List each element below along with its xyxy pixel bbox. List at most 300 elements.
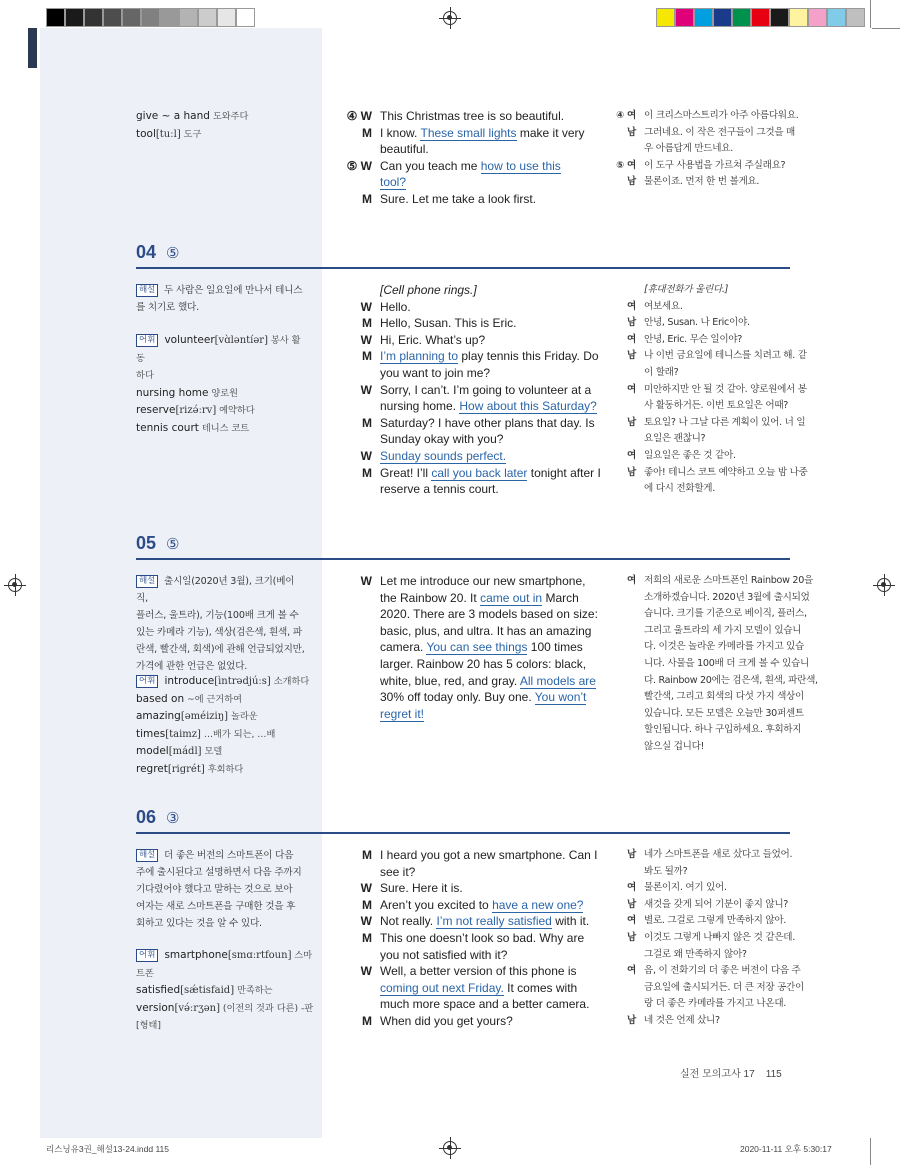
explanation-line <box>136 607 306 624</box>
explanation-s05 <box>136 573 306 675</box>
line-text: white, blue, red, and gray. All models are <box>380 673 596 688</box>
section-title-05 <box>136 533 180 554</box>
vocab-meaning: 예약하다 <box>216 405 255 417</box>
text-line <box>610 108 799 125</box>
left-accent-bar <box>28 28 37 68</box>
line-text: camera. You can see things 100 times <box>380 640 583 655</box>
vocab-meaning: 도와주다 <box>209 111 249 122</box>
text-line <box>346 108 591 125</box>
line-text: Sorry, I can’t. I’m going to volunteer at a <box>380 382 592 397</box>
line-text: beautiful. <box>380 142 429 157</box>
line-text: 요일은 괜찮니? <box>644 433 706 445</box>
line-text: 여보세요. <box>644 300 683 312</box>
line-text: 그러네요. 이 작은 전구들이 그것을 매 <box>644 126 796 138</box>
line-text: 안녕, Susan. 나 Eric이야. <box>644 317 750 329</box>
line-text: 네 것은 언제 샀니? <box>644 1014 720 1026</box>
speaker-label <box>346 282 380 299</box>
line-text: 할인됩니다. 하나 구입하세요. 후회하지 <box>644 724 802 736</box>
vocab-meaning: 놀라운 <box>228 711 258 723</box>
highlighted-phrase: How about this Saturday? <box>459 399 597 414</box>
vocab-meaning: ~에 근거하여 <box>184 693 243 705</box>
line-text: 니다. 사물을 100배 더 크게 볼 수 있습니 <box>644 657 809 669</box>
highlighted-phrase: call you back later <box>431 465 528 480</box>
registration-mark-bottom <box>443 1141 457 1155</box>
explanation-text: 출시일(2020년 3월), 크기(베이직, <box>136 576 295 604</box>
translation-s04 <box>610 282 808 498</box>
dialogue-s04 <box>346 282 601 498</box>
line-text: 소개하겠습니다. 2020년 3월에 출시되었 <box>644 591 810 603</box>
text-line <box>610 847 795 864</box>
text-line <box>610 125 795 142</box>
speaker-label <box>610 431 644 448</box>
speaker-label: M <box>362 1013 372 1028</box>
highlighted-phrase: All models are <box>519 673 596 688</box>
text-line <box>346 448 591 465</box>
explanation-s06 <box>136 847 306 932</box>
text-line <box>610 673 818 690</box>
line-text: 네가 스마트폰을 새로 샀다고 들었어. <box>644 849 793 860</box>
text-line <box>346 623 591 640</box>
line-text: 저희의 새로운 스마트폰인 Rainbow 20을 <box>644 575 814 586</box>
speaker-label: W <box>360 964 372 979</box>
line-text: 우 아름답게 만드네요. <box>644 143 733 155</box>
vocab-tag: 어휘 <box>136 334 158 347</box>
highlighted-phrase: regret it! <box>380 706 425 721</box>
explanation-line <box>136 573 306 607</box>
explanation-line <box>136 915 306 932</box>
color-swatch <box>732 8 751 27</box>
line-text: 일요일은 좋은 것 같아. <box>644 449 736 461</box>
speaker-label <box>610 739 644 756</box>
print-date: 2020-11-11 오후 5:30:17 <box>740 1144 832 1154</box>
text-line <box>346 299 591 316</box>
text-line <box>346 706 591 723</box>
text-line <box>346 141 591 158</box>
vocab-phonetic: [mádl] <box>168 746 202 758</box>
text-line <box>346 996 591 1013</box>
color-swatch <box>751 8 770 27</box>
vocab-meaning: 양로원 <box>208 387 238 399</box>
vocab-item <box>136 761 311 779</box>
text-line <box>346 348 599 365</box>
speaker-label <box>610 980 644 997</box>
explanation-text: 란색, 빨간색, 회색)에 관해 언급되었지만, <box>136 644 305 655</box>
line-text: When did you get yours? <box>380 1013 513 1028</box>
line-text: I heard you got a new smartphone. Can I <box>380 848 598 862</box>
line-text: 토요일? 나 그날 다른 계획이 있어. 너 일 <box>644 416 806 428</box>
line-text: 그걸로 왜 만족하지 않아? <box>644 948 747 960</box>
line-text: 이 도구 사용법을 가르쳐 주실래요? <box>644 159 786 171</box>
text-line <box>346 897 591 914</box>
explanation-text: 있는 카메라 기능), 색상(검은색, 흰색, 파 <box>136 627 302 638</box>
text-line <box>610 573 814 590</box>
speaker-label: 남 <box>627 898 636 910</box>
vocab-meaning: 도구 <box>180 128 202 140</box>
speaker-label: M <box>362 465 372 480</box>
explanation-text: 두 사람은 일요일에 만나서 테니스 <box>164 285 303 296</box>
text-line <box>610 996 795 1013</box>
line-text: 30% off today only. Buy one. You won’t <box>380 690 587 705</box>
vocab-word: version <box>136 1001 175 1014</box>
text-line <box>610 299 795 316</box>
highlighted-phrase: These small lights <box>420 125 517 140</box>
line-text: 좋아! 테니스 코트 예약하고 오늘 밤 나중 <box>644 466 808 478</box>
vocab-word: satisfied <box>136 984 181 997</box>
text-line <box>346 398 597 415</box>
vocab-phonetic: [ìntrədjúːs] <box>214 676 271 687</box>
line-text: 이 할래? <box>644 366 679 378</box>
text-line <box>346 947 591 964</box>
color-swatch <box>103 8 122 27</box>
registration-mark-left <box>8 578 22 592</box>
section-number: 04 <box>136 242 157 262</box>
speaker-label: ⑤ W <box>346 158 372 173</box>
line-text: larger. Rainbow 20 has 5 colors: black, <box>380 656 587 671</box>
vocab-item <box>136 332 306 367</box>
line-text <box>380 706 424 723</box>
speaker-label <box>610 606 644 623</box>
explanation-text: 기다렸어야 했다고 말하는 것으로 보아 <box>136 884 293 895</box>
speaker-label: W <box>360 574 372 588</box>
translation-s05 <box>610 573 818 756</box>
text-line <box>610 722 802 739</box>
vocab-item <box>136 982 316 1000</box>
vocab-meaning: [형태] <box>136 1020 161 1032</box>
vocab-word: model <box>136 745 169 758</box>
speaker-label <box>346 706 380 723</box>
speaker-label: ④ 여 <box>616 110 636 121</box>
text-line <box>346 847 598 864</box>
speaker-label: ⑤ 여 <box>616 159 636 171</box>
vocab-item <box>136 108 248 126</box>
line-text: 미안하지만 안 될 것 같아. 양로원에서 봉 <box>644 383 807 395</box>
text-line <box>346 125 591 142</box>
text-line <box>346 332 591 349</box>
highlighted-phrase: have a new one? <box>492 897 584 912</box>
page-number: 115 <box>765 1069 782 1080</box>
speaker-label: 남 <box>627 126 636 138</box>
speaker-label: 남 <box>627 1014 636 1026</box>
text-line <box>346 590 591 607</box>
line-text: [휴대전화가 울린다.] <box>644 284 729 295</box>
color-swatch <box>846 8 865 27</box>
vocab-word: smartphone <box>164 949 228 961</box>
explanation-line <box>136 847 306 864</box>
text-line <box>610 864 795 881</box>
text-line <box>346 174 591 191</box>
text-line <box>346 191 591 208</box>
line-text: Not really. I’m not really satisfied with it. <box>380 914 590 929</box>
highlighted-phrase: You won’t <box>534 690 587 705</box>
speaker-label: 여 <box>627 300 636 312</box>
vocab-meaning: 소개하다 <box>270 676 310 687</box>
line-text: 랑 더 좋은 카메라를 가지고 나온대. <box>644 998 787 1010</box>
speaker-label: W <box>360 914 372 929</box>
text-line <box>610 282 795 299</box>
speaker-label: W <box>360 881 372 896</box>
vocab-item <box>136 402 306 420</box>
explanation-line <box>136 641 306 658</box>
speaker-label: 남 <box>627 317 636 329</box>
vocab-phonetic: [taimz] <box>165 728 201 740</box>
line-text: 사 활동하거든. 이번 토요일은 어때? <box>644 400 789 412</box>
speaker-label <box>346 365 380 382</box>
text-line <box>610 315 795 332</box>
color-swatch <box>770 8 789 27</box>
line-text: Sure. Here it is. <box>380 881 463 896</box>
vocab-item <box>136 743 311 761</box>
line-text: you want to join me? <box>380 365 491 380</box>
color-swatch <box>217 8 236 27</box>
speaker-label <box>610 673 644 690</box>
file-slug: 리스닝유3권_해설13-24.indd 115 <box>46 1144 170 1154</box>
speaker-label: W <box>360 448 372 463</box>
explanation-tag: 해설 <box>136 849 158 862</box>
explanation-text: 회하고 있다는 것을 알 수 있다. <box>136 918 262 929</box>
explanation-text: 여자는 새로 스마트폰을 구매한 것을 후 <box>136 901 296 912</box>
vocab-meaning: 봉사 활동 <box>136 335 301 364</box>
speaker-label: M <box>362 848 372 862</box>
speaker-label: 여 <box>627 333 636 345</box>
text-line <box>610 448 795 465</box>
highlighted-phrase: coming out next Friday. <box>380 980 504 995</box>
explanation-text: 를 치기로 했다. <box>136 302 199 313</box>
vocab-list <box>136 947 316 1035</box>
text-line <box>610 348 807 365</box>
vocab-list <box>136 108 248 143</box>
speaker-label <box>610 722 644 739</box>
vocab-item <box>136 965 316 983</box>
color-swatch <box>656 8 675 27</box>
translation-s06 <box>610 847 804 1030</box>
line-text: 안녕, Eric. 무슨 일이야? <box>644 333 743 345</box>
vocab-item <box>136 126 248 144</box>
speaker-label: 여 <box>627 449 636 461</box>
vocab-word: based on <box>136 692 185 705</box>
line-text <box>380 448 506 465</box>
line-text: Great! I’ll call you back later tonight after I <box>380 465 601 480</box>
line-text: 물론이지. 여기 있어. <box>644 882 727 894</box>
text-line <box>346 656 591 673</box>
trim-mark <box>872 28 900 29</box>
speaker-label: 여 <box>627 383 636 395</box>
speaker-label <box>346 398 380 415</box>
text-line <box>610 706 804 723</box>
text-line <box>346 365 591 382</box>
explanation-text: 더 좋은 버전의 스마트폰이 다음 <box>164 850 294 861</box>
explanation-line <box>136 282 306 299</box>
text-line <box>346 382 591 399</box>
text-line <box>346 158 591 175</box>
speaker-label <box>610 365 644 382</box>
text-line <box>346 606 598 623</box>
speaker-label <box>610 590 644 607</box>
line-text: 음, 이 전화기의 더 좋은 버전이 다음 주 <box>644 965 801 977</box>
speaker-label: 남 <box>627 849 636 860</box>
line-text: 봐도 될까? <box>644 865 688 877</box>
text-line <box>610 930 795 947</box>
line-text: 다. 이것은 놀라운 카메라를 가지고 있습 <box>644 641 804 653</box>
text-line <box>346 673 596 690</box>
speaker-label <box>610 398 644 415</box>
highlighted-phrase: I’m not really satisfied <box>436 914 552 929</box>
text-line <box>610 606 807 623</box>
page-label: 실전 모의고사 17 <box>680 1069 755 1080</box>
color-swatch <box>46 8 65 27</box>
vocab-meaning: 하다 <box>136 370 154 382</box>
speaker-label: M <box>362 930 372 945</box>
text-line <box>346 880 591 897</box>
line-text: Aren’t you excited to have a new one? <box>380 897 584 912</box>
text-line <box>610 332 795 349</box>
speaker-label <box>346 689 380 706</box>
dialogue-s06 <box>346 847 598 1030</box>
vocab-list <box>136 332 306 438</box>
vocab-list <box>136 673 311 779</box>
line-text <box>380 174 406 191</box>
vocab-phonetic: [vɑ̀ləntíər] <box>214 335 268 346</box>
trim-mark <box>870 1138 871 1165</box>
speaker-label <box>346 590 380 607</box>
vocab-phonetic: [rigrét] <box>167 763 205 775</box>
text-line <box>346 431 591 448</box>
line-text: 습니다. 크기를 기준으로 베이직, 플러스, <box>644 608 807 620</box>
vocab-item <box>136 726 311 744</box>
speaker-label <box>610 639 644 656</box>
vocab-item <box>136 1017 316 1035</box>
line-text: you not satisfied with it? <box>380 947 508 962</box>
speaker-label <box>346 996 380 1013</box>
color-strip-right <box>656 8 865 27</box>
speaker-label: 남 <box>627 176 636 188</box>
speaker-label <box>610 282 644 299</box>
vocab-word: amazing <box>136 710 181 723</box>
speaker-label: W <box>360 299 372 314</box>
explanation-s04 <box>136 282 306 316</box>
text-line <box>346 415 595 432</box>
highlighted-phrase: how to use this <box>480 158 561 173</box>
vocab-phonetic: [smɑːrtfoun] <box>227 950 292 961</box>
speaker-label <box>610 864 644 881</box>
color-swatch <box>808 8 827 27</box>
explanation-line <box>136 898 306 915</box>
color-swatch <box>84 8 103 27</box>
line-text: the Rainbow 20. It came out in March <box>380 590 579 605</box>
speaker-label <box>346 481 380 498</box>
page-footer <box>680 1065 782 1080</box>
text-line <box>610 739 795 756</box>
vocab-item <box>136 367 306 385</box>
line-text: 새것을 갖게 되어 기분이 좋지 않니? <box>644 898 789 910</box>
vocab-meaning: (이전의 것과 다른) -판 <box>220 1002 314 1014</box>
vocab-meaning: 후회하다 <box>204 763 244 775</box>
vocab-item <box>136 947 316 965</box>
vocab-meaning: 테니스 코트 <box>198 422 250 434</box>
speaker-label <box>346 864 380 881</box>
line-text: 2020. There are 3 models based on size: <box>380 607 598 622</box>
color-swatch <box>122 8 141 27</box>
speaker-label: M <box>362 191 372 206</box>
line-text: 나 이번 금요일에 테니스를 치려고 해. 같 <box>644 350 807 362</box>
highlighted-phrase: I’m planning to <box>380 349 459 364</box>
speaker-label <box>346 174 380 191</box>
speaker-label: M <box>362 415 372 430</box>
speaker-label <box>346 673 380 690</box>
explanation-tag: 해설 <box>136 575 158 588</box>
text-line <box>346 1013 591 1030</box>
vocab-item <box>136 1000 316 1018</box>
text-line <box>346 282 591 299</box>
text-line <box>610 897 795 914</box>
text-line <box>610 980 804 997</box>
line-text: Sunday okay with you? <box>380 432 504 447</box>
color-swatch <box>675 8 694 27</box>
registration-mark-right <box>877 578 891 592</box>
speaker-label <box>346 623 380 640</box>
vocab-item <box>136 708 311 726</box>
vocab-word: reserve <box>136 404 176 417</box>
section-number: 05 <box>136 533 157 553</box>
color-swatch <box>198 8 217 27</box>
speaker-label: M <box>362 349 372 364</box>
explanation-line <box>136 864 306 881</box>
vocab-meaning: 트폰 <box>136 967 154 979</box>
line-text: 다. Rainbow 20에는 검은색, 흰색, 파란색, <box>644 674 818 686</box>
line-text: 있습니다. 모든 모델은 오늘만 30퍼센트 <box>644 707 804 719</box>
section-title-06 <box>136 807 180 828</box>
text-line <box>610 590 810 607</box>
line-text: Sure. Let me take a look first. <box>380 191 537 206</box>
speaker-label <box>346 980 380 997</box>
line-text: [Cell phone rings.] <box>380 283 477 297</box>
vocab-word: give ~ a hand <box>136 110 210 122</box>
speaker-label <box>610 706 644 723</box>
answer-mark: ⑤ <box>166 245 180 262</box>
vocab-item <box>136 420 306 438</box>
line-text: Can you teach me how to use this <box>380 158 561 173</box>
highlighted-phrase: Sunday sounds perfect. <box>380 448 507 463</box>
text-line <box>346 639 591 656</box>
translation-s03 <box>610 108 799 191</box>
line-text: 에 다시 전화할게. <box>644 483 716 495</box>
section-title-04 <box>136 242 180 263</box>
text-line <box>346 864 591 881</box>
text-line <box>346 573 591 590</box>
explanation-text: 가격에 관한 언급은 없었다. <box>136 661 248 672</box>
answer-mark: ⑤ <box>166 536 180 553</box>
speaker-label <box>346 656 380 673</box>
section-rule <box>136 558 790 560</box>
speaker-label: 여 <box>627 965 636 977</box>
text-line <box>610 141 795 158</box>
color-strip-left <box>46 8 255 27</box>
text-line <box>610 382 807 399</box>
speaker-label <box>346 606 380 623</box>
highlighted-phrase: You can see things <box>426 640 528 655</box>
text-line <box>610 174 795 191</box>
speaker-label: 여 <box>627 882 636 894</box>
line-text: 물론이죠. 먼저 한 번 볼게요. <box>644 176 760 188</box>
explanation-line <box>136 299 306 316</box>
section-rule <box>136 832 790 834</box>
line-text: Let me introduce our new smartphone, <box>380 574 586 588</box>
vocab-meaning: 모델 <box>201 746 223 758</box>
color-swatch <box>141 8 160 27</box>
vocab-phonetic: [əméiziŋ] <box>180 711 229 723</box>
text-line <box>610 431 795 448</box>
speaker-label: M <box>362 316 372 331</box>
color-swatch <box>65 8 84 27</box>
